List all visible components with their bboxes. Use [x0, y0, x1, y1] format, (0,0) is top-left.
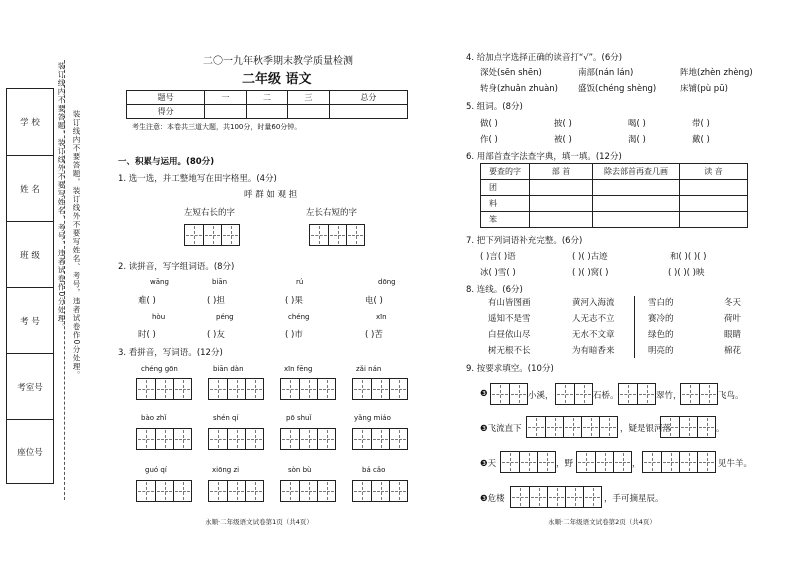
- writing-grid[interactable]: [642, 451, 716, 473]
- q8-prompt: 8. 连线。(6分): [466, 285, 523, 295]
- match-item[interactable]: 眼睛: [724, 330, 742, 340]
- q3-pinyin: bá cǎo: [362, 466, 386, 474]
- writing-grid[interactable]: [526, 416, 618, 438]
- table-cell-char: 料: [481, 196, 530, 212]
- q9-text: 飞鸟。: [718, 391, 744, 401]
- field-exam-number: 考 号: [7, 287, 53, 354]
- match-item[interactable]: 遥知不是雪: [488, 314, 531, 324]
- q2-pinyin: chéng: [288, 313, 310, 321]
- q2-prompt: 2. 读拼音，写字组词语。(8分): [118, 262, 235, 272]
- table-cell[interactable]: [530, 212, 593, 228]
- match-item[interactable]: 树无根不长: [488, 346, 531, 356]
- q2-blank[interactable]: 电( ): [365, 296, 383, 306]
- match-item[interactable]: 冬天: [724, 298, 742, 308]
- q9-text: ❸天: [480, 459, 497, 469]
- q9-text: ，野: [556, 459, 574, 469]
- field-class: 班 级: [7, 221, 53, 288]
- match-item[interactable]: 荷叶: [724, 314, 742, 324]
- table-cell[interactable]: [593, 180, 680, 196]
- table-header: 部 首: [530, 164, 593, 180]
- score-header: 一: [205, 91, 246, 105]
- field-school: 学 校: [20, 118, 40, 128]
- q2-pinyin: wāng: [150, 278, 169, 286]
- match-item[interactable]: 棉花: [724, 346, 742, 356]
- q4-item[interactable]: 南部(nán lán): [578, 68, 634, 78]
- q2-blank[interactable]: ( )苦: [365, 330, 383, 340]
- writing-grid[interactable]: [136, 480, 192, 502]
- table-cell[interactable]: [530, 180, 593, 196]
- table-cell[interactable]: [593, 196, 680, 212]
- writing-grid[interactable]: [660, 416, 716, 438]
- q2-pinyin: dōng: [378, 278, 396, 286]
- q3-pinyin: zǎi nán: [356, 365, 382, 373]
- q2-pinyin: rú: [296, 278, 304, 286]
- writing-grid[interactable]: [352, 480, 408, 502]
- writing-grid[interactable]: [280, 428, 336, 450]
- q2-blank[interactable]: 时( ): [138, 330, 156, 340]
- match-item[interactable]: 有山皆图画: [488, 298, 531, 308]
- q4-item[interactable]: 深处(sēn shēn): [480, 68, 542, 78]
- matching-block: [488, 296, 750, 360]
- page1-footer: 永顺·二年级语文试卷第1页（共4页）: [205, 518, 313, 526]
- q3-pinyin: biān dàn: [213, 365, 244, 373]
- q2-blank[interactable]: 难( ): [138, 296, 156, 306]
- score-cell[interactable]: [288, 105, 329, 119]
- q1-right-label: 左长右短的字: [306, 208, 358, 218]
- q7-blank[interactable]: 和( )( )( ): [670, 252, 707, 262]
- q7-blank[interactable]: 冰( )雪( ): [480, 268, 516, 278]
- q4-item[interactable]: 床铺(pù pū): [680, 84, 728, 94]
- exam-note: 考生注意：本卷共三道大题，共100分，时量60分钟。: [132, 123, 302, 131]
- table-cell-char: 笨: [481, 212, 530, 228]
- table-cell-char: 团: [481, 180, 530, 196]
- q7-prompt: 7. 把下列词语补充完整。(6分): [466, 236, 583, 246]
- writing-grid[interactable]: [490, 383, 528, 405]
- writing-grid[interactable]: [576, 451, 632, 473]
- section1-title: 一、积累与运用。(80分): [118, 157, 215, 167]
- q9-text: 石桥。: [593, 391, 619, 401]
- score-header: 三: [288, 91, 329, 105]
- q1-prompt: 1. 选一选，并工整地写在田字格里。(4分): [118, 174, 277, 184]
- q3-pinyin: bào zhǐ: [141, 414, 167, 422]
- match-item[interactable]: 明亮的: [648, 346, 674, 356]
- exam-title: 二〇一九年秋季期末教学质量检测: [203, 56, 353, 67]
- q3-pinyin: yǎng miáo: [354, 414, 391, 422]
- table-cell[interactable]: [680, 196, 748, 212]
- writing-grid[interactable]: [555, 383, 593, 405]
- q5-blank[interactable]: 带( ): [692, 119, 710, 129]
- q9-text: 翠竹，: [656, 391, 682, 401]
- q4-prompt: 4. 给加点字选择正确的读音打“√”。(6分): [466, 53, 623, 63]
- match-item[interactable]: 白昼依山尽: [488, 330, 531, 340]
- q5-blank[interactable]: 戴( ): [692, 135, 710, 145]
- writing-grid[interactable]: [309, 224, 365, 246]
- q4-item[interactable]: 转身(zhuǎn zhuàn): [480, 84, 558, 94]
- subject-title: 二年级 语文: [242, 72, 312, 87]
- score-label: 得分: [127, 105, 205, 119]
- writing-grid[interactable]: [500, 451, 556, 473]
- match-item[interactable]: 雪白的: [648, 298, 674, 308]
- q2-pinyin: péng: [216, 313, 234, 321]
- q3-pinyin: pō shuǐ: [286, 414, 312, 422]
- writing-grid[interactable]: [280, 480, 336, 502]
- q9-text: 见牛羊。: [718, 459, 753, 469]
- field-seat-number: 座位号: [7, 419, 53, 484]
- writing-grid[interactable]: [208, 428, 264, 450]
- q2-blank[interactable]: ( )市: [285, 330, 303, 340]
- table-cell[interactable]: [593, 212, 680, 228]
- column-divider: [634, 296, 635, 358]
- writing-grid[interactable]: [618, 383, 656, 405]
- q9-text: 。: [716, 424, 725, 434]
- q9-text: ❸飞流直下: [480, 424, 522, 434]
- q3-pinyin: guó qí: [145, 466, 167, 474]
- q3-pinyin: chéng gōn: [141, 365, 178, 373]
- writing-grid[interactable]: [510, 486, 602, 508]
- q3-pinyin: shén qí: [213, 414, 239, 422]
- q2-pinyin: biān: [212, 278, 228, 286]
- field-exam-room: 考室号: [7, 353, 53, 420]
- q5-blank[interactable]: 作( ): [480, 135, 498, 145]
- q9-prompt: 9. 按要求填空。(10分): [466, 364, 554, 374]
- score-table: [126, 90, 408, 119]
- page2-footer: 永顺·二年级语文试卷第2页（共4页）: [548, 518, 656, 526]
- q5-blank[interactable]: 被( ): [554, 135, 572, 145]
- score-header: 题号: [127, 91, 205, 105]
- q2-blank[interactable]: ( )友: [207, 330, 225, 340]
- q7-blank[interactable]: ( )( )古迹: [572, 252, 608, 262]
- binding-warning-left: 装订线内不要答题，装订线外不要写姓名、考号，违者试卷作0分处理。: [57, 62, 66, 332]
- q7-blank[interactable]: ( )( )( )映: [668, 268, 705, 278]
- q4-item[interactable]: 阵地(zhèn zhèng): [680, 68, 753, 78]
- q5-prompt: 5. 组词。(8分): [466, 102, 523, 112]
- q7-blank[interactable]: ( )言( )语: [480, 252, 516, 262]
- score-cell[interactable]: [246, 105, 287, 119]
- q9-text: ，: [632, 459, 641, 469]
- q9-bullet: ❸: [480, 389, 488, 399]
- dictionary-table: [480, 163, 748, 228]
- q5-blank[interactable]: 做( ): [480, 119, 498, 129]
- score-cell[interactable]: [329, 105, 407, 119]
- binding-warning-right: 装订线内不要答题，装订线外不要写姓名、考号，违者试卷作0分处理。: [72, 110, 81, 380]
- student-info-box: [6, 88, 54, 484]
- score-cell[interactable]: [205, 105, 246, 119]
- writing-grid[interactable]: [136, 428, 192, 450]
- table-cell[interactable]: [680, 212, 748, 228]
- table-header: 要查的字: [481, 164, 530, 180]
- q9-text: 小溪，: [528, 391, 554, 401]
- q3-pinyin: xiōng zi: [212, 466, 240, 474]
- writing-grid[interactable]: [136, 378, 192, 400]
- q6-prompt: 6. 用部首查字法查字典，填一填。(12分): [466, 152, 622, 162]
- q5-blank[interactable]: 喝( ): [628, 119, 646, 129]
- q5-blank[interactable]: 渴( ): [628, 135, 646, 145]
- binding-strip: [6, 88, 54, 484]
- q2-blank[interactable]: ( )果: [285, 296, 303, 306]
- match-item[interactable]: 人无志不立: [572, 314, 615, 324]
- match-item[interactable]: 为有暗香来: [572, 346, 615, 356]
- match-item[interactable]: 赛冷的: [648, 314, 674, 324]
- q7-blank[interactable]: ( )( )窝( ): [572, 268, 609, 278]
- writing-grid[interactable]: [184, 224, 240, 246]
- writing-grid[interactable]: [352, 378, 408, 400]
- match-item[interactable]: 黄河入海流: [572, 298, 615, 308]
- match-item[interactable]: 无水不文章: [572, 330, 615, 340]
- writing-grid[interactable]: [280, 378, 336, 400]
- q9-text: ，手可摘星辰。: [604, 494, 664, 504]
- table-cell[interactable]: [530, 196, 593, 212]
- writing-grid[interactable]: [208, 480, 264, 502]
- q9-text: ，疑是银河落: [620, 424, 672, 434]
- q2-pinyin: hòu: [152, 313, 166, 321]
- q3-pinyin: sòn bù: [288, 466, 312, 474]
- writing-grid[interactable]: [352, 428, 408, 450]
- q5-blank[interactable]: 披( ): [554, 119, 572, 129]
- score-header: 总分: [329, 91, 407, 105]
- match-item[interactable]: 绿色的: [648, 330, 674, 340]
- q3-pinyin: xīn fēng: [284, 365, 313, 373]
- table-cell[interactable]: [680, 180, 748, 196]
- field-name: 姓 名: [7, 155, 53, 222]
- q3-prompt: 3. 看拼音，写词语。(12分): [118, 348, 223, 358]
- q4-item[interactable]: 盛饭(chéng shèng): [578, 84, 657, 94]
- table-header: 读 音: [680, 164, 748, 180]
- table-header: 除去部首再查几画: [593, 164, 680, 180]
- q9-text: ❸危楼: [480, 494, 505, 504]
- score-header: 二: [246, 91, 287, 105]
- q1-left-label: 左短右长的字: [184, 208, 236, 218]
- q2-pinyin: xīn: [376, 313, 387, 321]
- writing-grid[interactable]: [680, 383, 718, 405]
- q2-blank[interactable]: ( )担: [207, 296, 225, 306]
- writing-grid[interactable]: [208, 378, 264, 400]
- q1-chars: 呼 群 如 观 担: [244, 190, 298, 200]
